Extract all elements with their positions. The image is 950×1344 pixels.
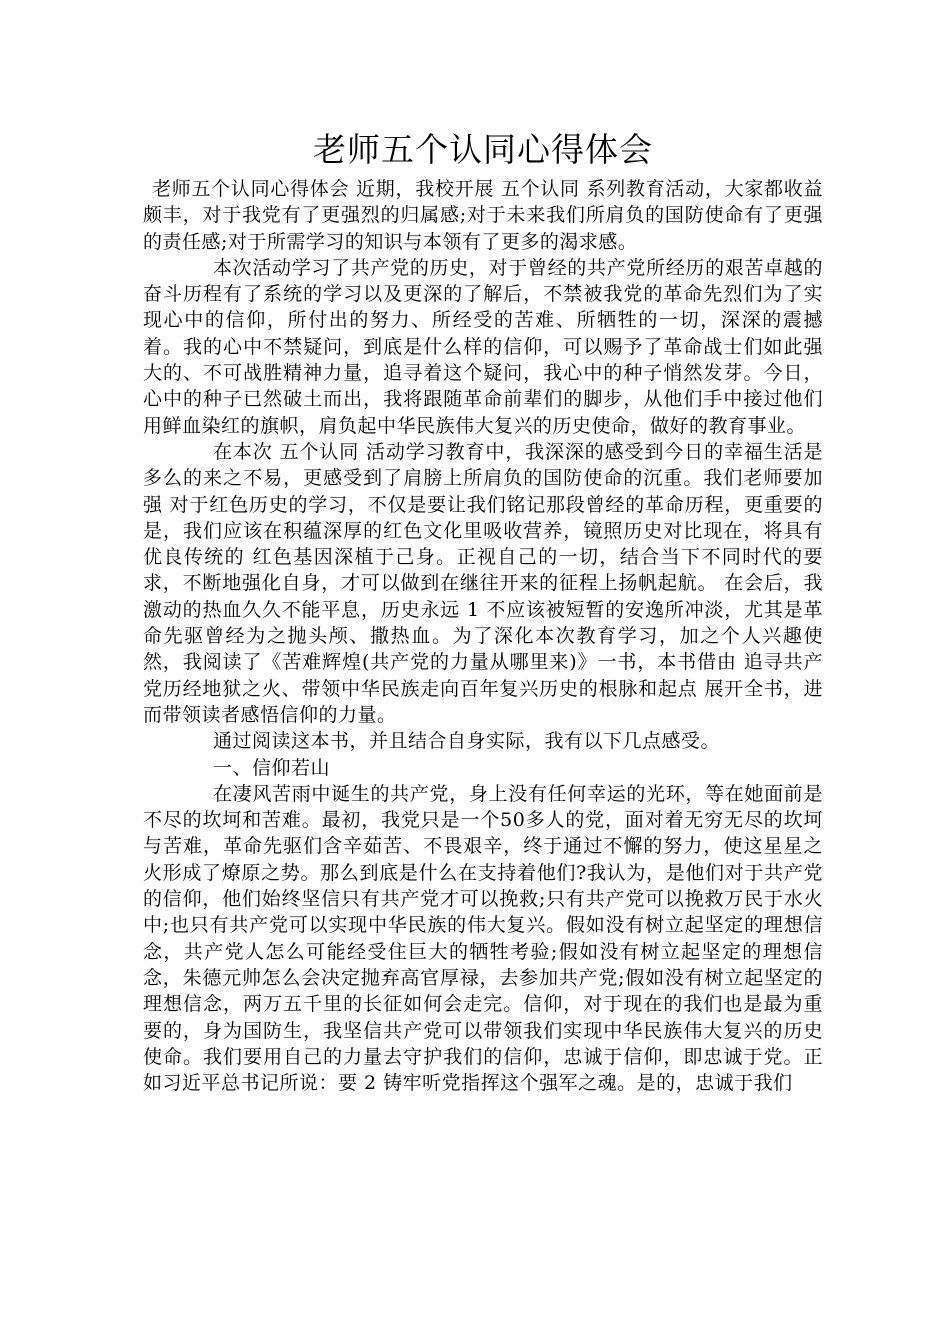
paragraph-education-activity: 在本次 五个认同 活动学习教育中，我深深的感受到今日的幸福生活是多么的来之不易，更感受到了肩膀上所肩负的国防使命的沉重。我们老师要加强 对于红色历史的学习，不仅是要让我们铭记那段曾经的革命历程，更重要的是，我们应该在积蕴深厚的红色文化里吸收营养，镜照历史对比现在，将具有优良传统的 红色基因深植于己身。正视自己的一切，结合当下不同时代的要求，不断地强化自身，才可以做到在继往开来的征程上扬帆起航。 在会后，我激动的热血久久不能平息，历史永远 1 不应该被短暂的安逸所冲淡，尤其是革命先驱曾经为之抛头颅、撒热血。为了深化本次教育学习，加之个人兴趣使然，我阅读了《苦难辉煌(共产党的力量从哪里来)》一书，本书借由 追寻共产党历经地狱之火、带领中华民族走向百年复兴历史的根脉和起点 展开全书，进而带领读者感悟信仰的力量。 [143,440,823,726]
paragraph-intro: 老师五个认同心得体会 近期，我校开展 五个认同 系列教育活动，大家都收益颇丰，对于我党有了更强烈的归属感;对于未来我们所肩负的国防使命有了更强的责任感;对于所需学习的知识与本领有了更多的渴求感。 [143,178,823,253]
paragraph-faith-mountain: 在凄风苦雨中诞生的共产党，身上没有任何幸运的光环，等在她面前是不尽的坎坷和苦难。最初，我党只是一个50多人的党，面对着无穷无尽的坎坷与苦难，革命先驱们含辛茹苦、不畏艰辛，终于通过不懈的努力，使这星星之火形成了燎原之势。那么到底是什么在支持着他们?我认为，是他们对于共产党的信仰，他们始终坚信只有共产党才可以挽救;只有共产党可以挽救万民于水火中;也只有共产党可以实现中华民族的伟大复兴。假如没有树立起坚定的理想信念，共产党人怎么可能经受住巨大的牺牲考验;假如没有树立起坚定的理想信念，朱德元帅怎么会决定抛弃高官厚禄，去参加共产党;假如没有树立起坚定的理想信念，两万五千里的长征如何会走完。信仰，对于现在的我们也是最为重要的，身为国防生，我坚信共产党可以带领我们实现中华民族伟大复兴的历史使命。我们要用自己的力量去守护我们的信仰，忠诚于信仰，即忠诚于党。正如习近平总书记所说：要 2 铸牢听党指挥这个强军之魂。是的，忠诚于我们 [143,782,823,1095]
section-heading-faith: 一、信仰若山 [213,756,331,779]
paragraph-history-study: 本次活动学习了共产党的历史，对于曾经的共产党所经历的艰苦卓越的奋斗历程有了系统的学习以及更深的了解后，不禁被我党的革命先烈们为了实现心中的信仰，所付出的努力、所经受的苦难、所牺牲的一切，深深的震撼着。我的心中不禁疑问，到底是什么样的信仰，可以赐予了革命战士们如此强大的、不可战胜精神力量，追寻着这个疑问，我心中的种子悄然发芽。今日，心中的种子已然破土而出，我将跟随革命前辈们的脚步，从他们手中接过他们用鲜血染红的旗帜，肩负起中华民族伟大复兴的历史使命，做好的教育事业。 [143,256,823,437]
document-body [143,176,823,1096]
document-title: 老师五个认同心得体会 [313,130,653,169]
document-page [143,126,823,1096]
paragraph-reading-reflection: 通过阅读这本书，并且结合自身实际，我有以下几点感受。 [213,730,721,753]
